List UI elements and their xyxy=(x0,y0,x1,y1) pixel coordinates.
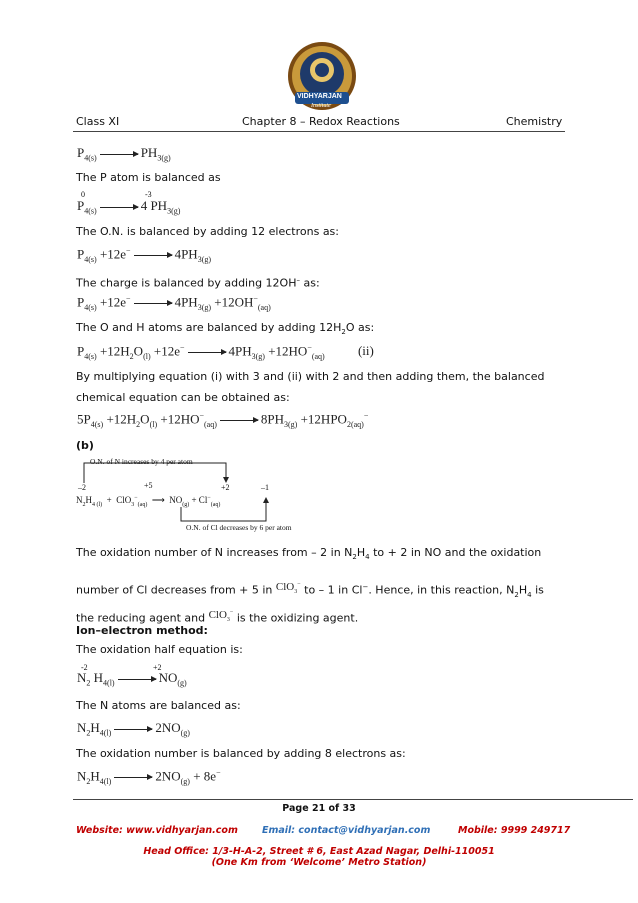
header-rule xyxy=(73,131,565,132)
equation-p-balanced: $P_{4(s)}$ 4 $PH_{3(g)}$ xyxy=(77,198,181,216)
on-cl-right: –1 xyxy=(261,483,269,492)
text-oxid-line2: number of Cl decreases from + 5 in ClO$_3$− to – 1 in Cl−. Hence, in this reaction, $N_2H_4$ is xyxy=(76,580,544,599)
diagram-equation: $N_2H_{4 (l)} + ClO_3^-_{(aq)}$ ⟶ $NO_{(g)} + Cl^-_{(aq)}$ xyxy=(76,495,221,508)
equation-eight-electrons: $N_2H_{4(l)}$ $2NO_{(g)} + 8e^-$ xyxy=(77,768,221,786)
label-part-b: (b) xyxy=(76,439,94,452)
footer-email[interactable]: Email: contact@vidhyarjan.com xyxy=(262,825,431,836)
footer-rule xyxy=(73,799,633,800)
equation-n-balanced: $N_2H_{4(l)}$ $2NO_{(g)}$ xyxy=(77,720,190,738)
equation-p-ph3: $P_{4(s)}$ $PH_{3(g)}$ xyxy=(77,145,171,163)
diagram-bottom-label: O.N. of Cl decreases by 6 per atom xyxy=(186,523,292,532)
text-n-atoms: The N atoms are balanced as: xyxy=(76,699,241,712)
footer-office-note: (One Km from ‘Welcome’ Metro Station) xyxy=(211,857,427,868)
text-oh-balanced: The O and H atoms are balanced by adding $12H_2O$ as: xyxy=(76,321,375,337)
page-number: Page 21 of 33 xyxy=(282,803,356,814)
text-half-eq: The oxidation half equation is: xyxy=(76,643,243,656)
equation-electrons: $P_{4(s)} +12e^-$ $4PH_{3(g)}$ xyxy=(77,246,212,264)
text-oxid-line3: the reducing agent and ClO$_3$− is the oxidizing agent. xyxy=(76,608,359,625)
equation-half: $N_2$ $H_{4(l)}$ $NO_{(g)}$ xyxy=(77,670,187,688)
header-subject: Chemistry xyxy=(506,115,563,128)
footer-website[interactable]: Website: www.vidhyarjan.com xyxy=(76,825,238,836)
heading-ion-electron: Ion–electron method: xyxy=(76,624,208,637)
text-oxid-line1: The oxidation number of N increases from – 2 in $N_2H_4$ to + 2 in NO and the oxidation xyxy=(76,546,542,562)
text-on-balanced: The O.N. is balanced by adding 12 electrons as: xyxy=(76,225,339,238)
text-multiply-2: chemical equation can be obtained as: xyxy=(76,391,290,404)
text-charge-balanced: The charge is balanced by adding 12OH– as: xyxy=(76,276,320,290)
text-eight-electrons: The oxidation number is balanced by adding 8 electrons as: xyxy=(76,747,406,760)
text-p-balanced: The P atom is balanced as xyxy=(76,171,221,184)
header-chapter: Chapter 8 – Redox Reactions xyxy=(242,115,400,128)
text-multiply-1: By multiplying equation (i) with 3 and (ii) with 2 and then adding them, the balanced xyxy=(76,370,545,383)
logo-text: VIDHYARJAN xyxy=(297,93,342,100)
on-n-right: +2 xyxy=(221,483,230,492)
on-n-left: –2 xyxy=(78,483,86,492)
footer-office: Head Office: 1/3-H-A-2, Street # 6, East Azad Nagar, Delhi-110051 xyxy=(143,846,495,857)
diagram-top-label: O.N. of N increases by 4 per atom xyxy=(90,457,193,466)
header-class: Class XI xyxy=(76,115,120,128)
equation-charge: $P_{4(s)} +12e^-$ $4PH_{3(g)} +12OH^-_{(aq)}$ xyxy=(77,294,271,312)
logo-subtext: Institute xyxy=(311,103,331,109)
equation-ii: $P_{4(s)} +12H_2O_{(l)} +12e^-$ $4PH_{3(g)} +12HO^-_{(aq)}$ (ii) xyxy=(77,343,374,361)
on-cl-left: +5 xyxy=(144,481,153,490)
equation-final-a: $5P_{4(s)} +12H_2O_{(l)} +12HO^-_{(aq)}$ $8PH_{3(g)} +12HPO_{2(aq)}^-$ xyxy=(77,411,369,429)
redox-diagram xyxy=(76,457,296,532)
footer-mobile: Mobile: 9999 249717 xyxy=(458,825,571,836)
institute-logo xyxy=(283,40,361,118)
